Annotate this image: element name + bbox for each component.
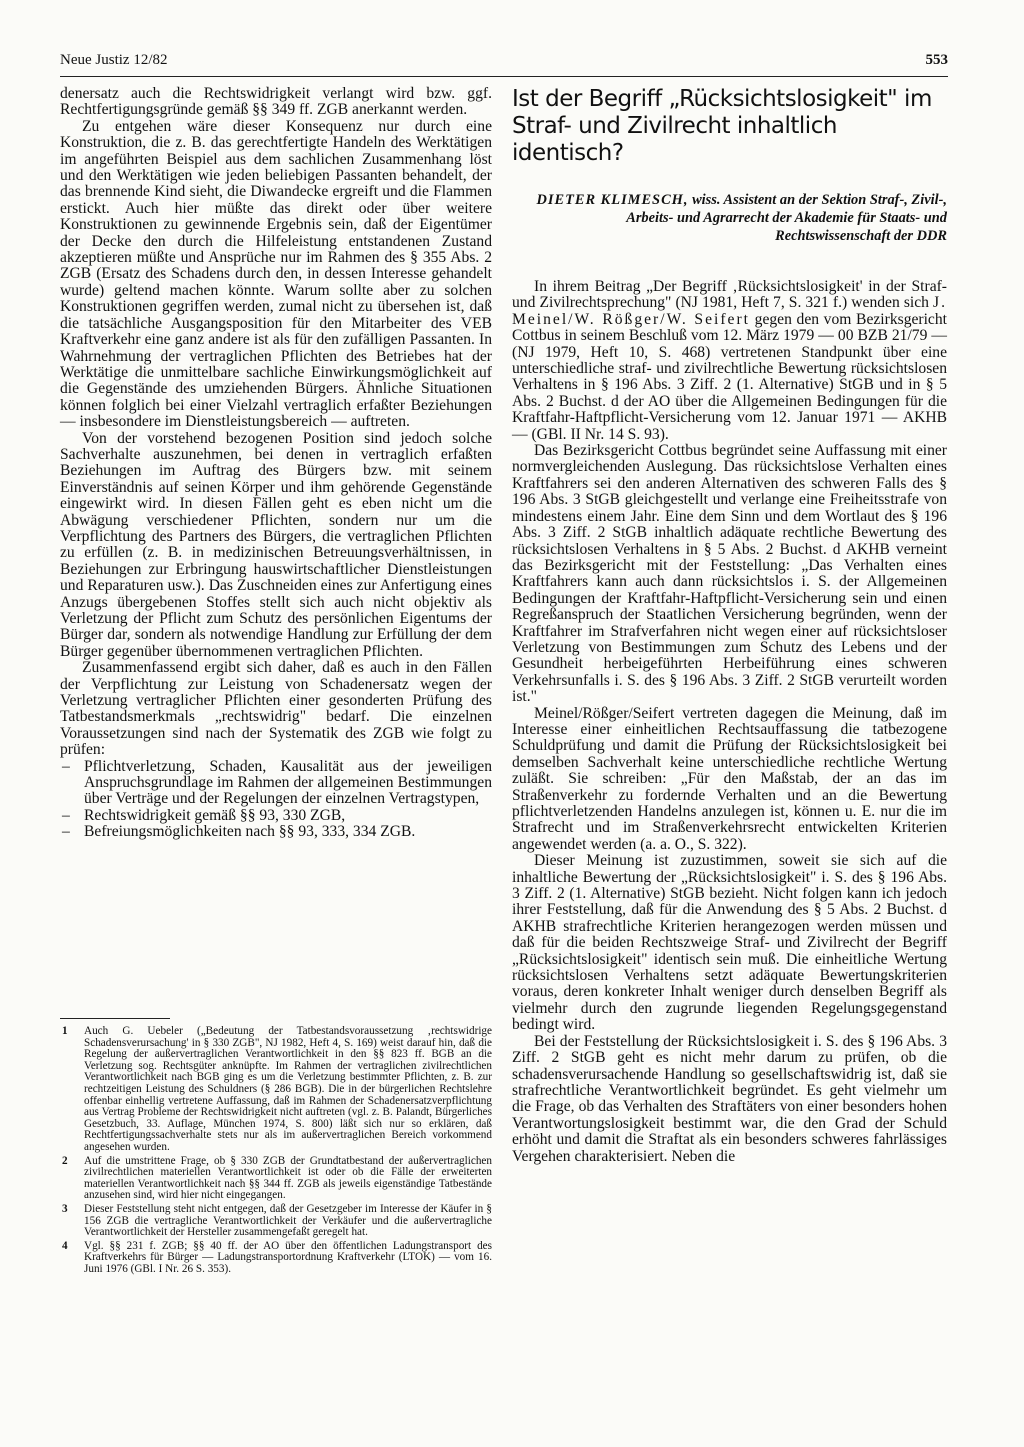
left-column: [60, 86, 492, 841]
footnote: [60, 1156, 492, 1202]
paragraph: Zusammenfassend ergibt sich daher, daß es auch in den Fällen der Verpflichtung zur Leistung von Schadenersatz wegen der Verletzung vertraglicher Pflichten einer gesonderten Prüfung des Tatbestandsmerkmals „rechtswidrig" bedarf. Die einzelnen Voraussetzungen sind nach der Systematik des ZGB wie folgt zu prüfen:: [60, 659, 492, 759]
article-title: Ist der Begriff „Rücksichtslosigkeit" im Straf- und Zivilrecht inhaltlich identisch?: [512, 86, 932, 166]
list-item: – Befreiungsmöglichkeiten nach §§ 93, 333, 334 ZGB.: [60, 824, 492, 840]
footnote-separator: [60, 1018, 170, 1019]
paragraph: denersatz auch die Rechtswidrigkeit verlangt wird bzw. ggf. Rechtfertigungsgründe gemäß §§ 349 ff. ZGB anerkannt werden.: [60, 85, 492, 119]
paragraph: Bei der Feststellung der Rücksichtslosigkeit i. S. des § 196 Abs. 3 Ziff. 2 StGB geht es nicht mehr darum zu prüfen, ob die schadensverursachende Handlung so gesellschaftswidrig ist, daß sie strafrechtliche Verantwortlichkeit begründet. Es geht vielmehr um die Frage, ob das Verhalten des Straftäters von einer besonders hohen Verantwortungslosigkeit bestimmt war, die den Grad der Schuld erhöht und damit die Straftat als ein besonders schweres fahrlässiges Vergehen charakterisiert. Neben die: [512, 1032, 947, 1165]
list-item: – Pflichtverletzung, Schaden, Kausalität aus der jeweiligen Anspruchsgrundlage im Rahmen der allgemeinen Bestimmungen über Verträge und der Regelungen der einzelnen Vertragstypen,: [60, 759, 492, 808]
cited-authors: J. Meinel/W. Rößger/W. Seifert: [512, 294, 947, 328]
paragraph: [512, 279, 947, 443]
page-header: [60, 52, 948, 77]
paragraph-text: In ihrem Beitrag „Der Begriff ‚Rücksichtslosigkeit' in der Straf- und Zivilrechtsprechung" (NJ 1981, Heft 7, S. 321 f.) wenden sich: [512, 278, 947, 312]
article-body: [512, 279, 947, 1165]
list-item: – Rechtswidrigkeit gemäß §§ 93, 330 ZGB,: [60, 808, 492, 824]
author-byline: [512, 191, 947, 245]
journal-issue: Neue Justiz 12/82: [60, 52, 168, 68]
paragraph: Meinel/Rößger/Seifert vertreten dagegen die Meinung, daß im Interesse einer einheitlichen Rechtsauffassung die tatbezogene Schuldprüfung und damit die Prüfung der Rücksichtslosigkeit bei demselben Sachverhalt keine unterschiedliche rechtliche Wertung zuläßt. Sie schreiben: „Für den Maßstab, der an das im Straßenverkehr zu fordernde Verhalten und an die Bewertung pflichtverletzenden Handelns anzulegen ist, können u. E. nur die im Strafrecht und im Straßenverkehrsrecht entwickelten Kriterien angewendet werden (a. a. O., S. 322).: [512, 704, 947, 853]
author-affiliation: wiss. Assistent an der Sektion Straf-, Zivil-, Arbeits- und Agrarrecht der Akademie für Staats- und Rechtswissenschaft der DDR: [626, 192, 947, 244]
paragraph: Zu entgehen wäre dieser Konsequenz nur durch eine Konstruktion, die z. B. das gerechtfertigte Handeln des Werktätigen im angeführten Beispiel aus dem sachlichen Zusammenhang löst und den Werktätigen wie jeden beliebigen Passanten behandelt, der das brennende Kind sieht, die Diwandecke ergreift und die Flammen erstickt. Auch hier müßte das direkt oder über weitere Konstruktionen zu gewinnende Ergebnis sein, daß der Eigentümer der Decke den durch die Hilfeleistung entstandenen Zustand akzeptieren müßte und Ansprüche nur im Rahmen des § 355 Abs. 2 ZGB (Ersatz des Schadens durch den, in dessen Interesse gehandelt wurde) geltend machen könnte. Warum sollte aber zu solchen Konstruktionen gegriffen werden, zumal nicht zu übersehen ist, daß die tatsächliche Ausgangsposition für den Mitarbeiter des VEB Kraftverkehr eine ganz andere ist als für den zufälligen Passanten. In Wahrnehmung der vertraglichen Pflichten des Betriebes hat der Werktätige die unmittelbare sachliche Einwirkungsmöglichkeit auf die Gegenstände des umziehenden Bürgers. Ähnliche Situationen können folglich bei einer Vielzahl vertraglich erfaßter Beziehungen — insbesondere im Dienstleistungsbereich — auftreten.: [60, 117, 492, 431]
right-column: [512, 86, 947, 1165]
footnote-number: 4: [62, 1239, 68, 1252]
page-number: 553: [925, 52, 948, 68]
footnote-text: Dieser Feststellung steht nicht entgegen, daß der Gesetzgeber im Interesse der Käufer in § 156 ZGB die vertragliche Verantwortlichkeit der Verkäufer und die außervertragliche Verantwortlichkeit der Hersteller zusammengefaßt geregelt hat.: [84, 1202, 492, 1239]
footnotes: [60, 1026, 492, 1277]
footnote-number: 3: [62, 1202, 68, 1215]
footnote-number: 2: [62, 1154, 68, 1167]
paragraph-text: gegen den vom Bezirksgericht Cottbus in seinem Beschluß vom 12. März 1979 — 00 BZB 21/79 — (NJ 1979, Heft 10, S. 468) vertretenen Standpunkt über eine unterschiedliche straf- und zivilrechtliche Bewertung rücksichtslosen Verhaltens in § 196 Abs. 3 Ziff. 2 (1. Alternative) StGB und in § 5 Abs. 2 Buchst. d der AO über die Allgemeinen Bedingungen für die Kraftfahr-Haftpflicht-Versicherung vom 12. Januar 1971 — AKHB — (GBl. II Nr. 14 S. 93).: [512, 310, 947, 443]
paragraph: Dieser Meinung ist zuzustimmen, soweit sie sich auf die inhaltliche Bewertung der „Rücksichtslosigkeit" i. S. des § 196 Abs. 3 Ziff. 2 (1. Alternative) StGB bezieht. Nicht folgen kann ich jedoch ihrer Feststellung, daß für die Anwendung des § 5 Abs. 2 Buchst. d AKHB strafrechtliche Kriterien herangezogen werden müssen und daß für die beiden Rechtszweige Straf- und Zivilrecht der Begriff „Rücksichtslosigkeit" identisch sein muß. Die einheitliche Wertung rücksichtslosen Verhaltens setzt adäquate Bewertungskriterien voraus, deren konkreter Inhalt weniger durch denselben Begriff als vielmehr durch den zugrunde liegenden Regelungsgegenstand bedingt wird.: [512, 852, 947, 1034]
footnote: [60, 1026, 492, 1154]
footnote: [60, 1204, 492, 1239]
footnote-text: Auch G. Uebeler („Bedeutung der Tatbestandsvoraussetzung ‚rechtswidrige Schadensverursachung' in § 330 ZGB", NJ 1982, Heft 4, S. 169) weist darauf hin, daß die Regelung der außervertraglichen Verantwortlichkeit in den §§ 823 ff. BGB an die Verletzung sog. Rechtsgüter anknüpfte. Im Rahmen der vertraglichen zivilrechtlichen Verantwortlichkeit nach BGB ging es um die Verletzung bestimmter Pflichten, z. B. zur rechtzeitigen Leistung des Schuldners (§ 286 BGB). Die in der bürgerlichen Rechtslehre offenbar einhellig vertretene Auffassung, daß im Rahmen der Schadenersatzverpflichtung aus Vertrag Probleme der Rechtswidrigkeit nicht auftreten (vgl. z. B. Palandt, Bürgerliches Gesetzbuch, 33. Auflage, München 1974, S. 800) läßt sich nur so erklären, daß Rechtfertigungssachverhalte stets nur als im außervertraglichen Bereich vorkommend angesehen wurden.: [84, 1025, 492, 1153]
paragraph: Von der vorstehend bezogenen Position sind jedoch solche Sachverhalte auszunehmen, bei denen in vertraglich erfaßten Beziehungen im Auftrag des Bürgers bzw. mit seinem Einverständnis auf seinen Körper und ihm gehörende Gegenstände eingewirkt wird. In diesen Fällen geht es eben nicht um die Abwägung verschiedener Pflichten, sondern nur um die Verpflichtung des Partners des Bürgers, die vertraglichen Pflichten zu erfüllen (z. B. in medizinischen Betreuungsverhältnissen, in Beziehungen zur Erbringung hauswirtschaftlicher Dienstleistungen und Reparaturen usw.). Das Zuschneiden eines zur Anfertigung eines Anzugs übergebenen Stoffes stellt sich auch nicht objektiv als Verletzung der Pflicht zum Schutz des persönlichen Eigentums der Bürger dar, sondern als notwendige Handlung zur Erfüllung der dem Bürger gegenüber übernommenen vertraglichen Pflichten.: [60, 429, 492, 660]
criteria-list: [60, 759, 492, 841]
footnote-text: Auf die umstrittene Frage, ob § 330 ZGB der Grundtatbestand der außervertraglichen zivilrechtlichen materiellen Verantwortlichkeit ist oder ob die Fälle der erweiterten materiellen Verantwortlichkeit nach §§ 344 ff. ZGB als jeweils eigenständige Tatbestände anzusehen sind, wird hier nicht eingegangen.: [84, 1154, 492, 1202]
footnote: [60, 1241, 492, 1276]
footnote-text: Vgl. §§ 231 f. ZGB; §§ 40 ff. der AO über den öffentlichen Ladungstransport des Kraftverkehrs für Bürger — Ladungstransportordnung Kraftverkehr (LTOK) — vom 16. Juni 1976 (GBl. I Nr. 26 S. 353).: [84, 1239, 492, 1275]
author-name: DIETER KLIMESCH,: [536, 192, 689, 208]
paragraph: Das Bezirksgericht Cottbus begründet seine Auffassung mit einer normvergleichenden Auslegung. Das rücksichtslose Verhalten eines Kraftfahrers sei den anderen Alternativen des schweren Falls des § 196 Abs. 3 StGB gleichgestellt und verlange eine Freiheitsstrafe von mindestens einem Jahr. Eine dem Sinn und dem Wortlaut des § 196 Abs. 3 Ziff. 2 StGB inhaltlich adäquate rechtliche Bewertung des rücksichtslosen Verhaltens in § 5 Abs. 2 Buchst. d AKHB verneint das Bezirksgericht mit der Feststellung: „Das Verhalten eines Kraftfahrers kann auch dann rücksichtslos i. S. der Allgemeinen Bedingungen der Kraftfahr-Haftpflicht-Versicherung sein und einen Regreßanspruch der Staatlichen Versicherung begründen, wenn der Kraftfahrer im Strafverfahren nicht wegen einer auf rücksichtsloser Verletzung von Bestimmungen zum Schutz des Lebens und der Gesundheit herbeigeführten Herbeiführung eines schweren Verkehrsunfalls i. S. des § 196 Abs. 3 Ziff. 2 StGB verurteilt worden ist.": [512, 442, 947, 706]
footnote-number: 1: [62, 1025, 68, 1037]
